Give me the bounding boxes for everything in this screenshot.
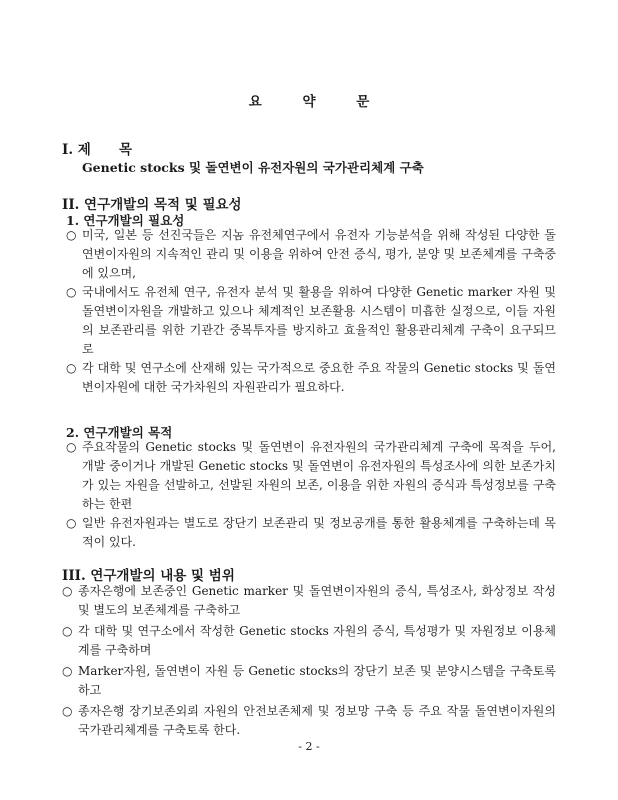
list-item (62, 622, 556, 660)
bullet-text: 일반 유전자원과는 별도로 장단기 보존관리 및 정보공개를 통한 활용체계를 구축하는데 목적이 있다. (82, 516, 556, 549)
bullet-text: 주요작물의 Genetic stocks 및 돌연변이 유전자원의 국가관리체계 구축에 목적을 두어, 개발 중이거나 개발된 Genetic stocks 및 돌연변이 유전자원의 특성조사에 의한 보존가치가 있는 자원을 선발하고, 선발된 자원의 보존, 이용을 위한 자원의 증식과 특성정보를 구축하는 한편 (82, 440, 556, 511)
research-subject: Genetic stocks 및 돌연변이 유전자원의 국가관리체계 구축 (82, 160, 424, 175)
page-number: - 2 - (298, 740, 320, 753)
section2-heading: II. 연구개발의 목적 및 필요성 (62, 197, 242, 213)
list-item (62, 702, 556, 740)
bullet-mark: ○ (62, 624, 73, 638)
bullet-mark: ○ (66, 440, 77, 454)
list-item (62, 582, 556, 620)
bullet-text: 각 대학 및 연구소에 산재해 있는 국가적으로 중요한 주요 작물의 Genetic stocks 및 돌연변이자원에 대한 국가차원의 자원관리가 필요하다. (82, 361, 556, 394)
bullet-text: 각 대학 및 연구소에서 작성한 Genetic stocks 자원의 증식, 특성평가 및 자원정보 이용체계를 구축하며 (78, 624, 556, 657)
bullet-mark: ○ (62, 704, 73, 718)
bullet-text: 종자은행에 보존중인 Genetic marker 및 돌연변이자원의 증식, 특성조사, 화상정보 작성 및 별도의 보존체계를 구축하고 (78, 584, 556, 617)
list-item (62, 662, 556, 700)
list-item (66, 514, 556, 552)
bullet-text: 종자은행 장기보존외뢰 자원의 안전보존체제 및 정보망 구축 등 주요 작물 돌연변이자원의 국가관리체계를 구축토록 한다. (78, 704, 556, 737)
bullet-mark: ○ (66, 285, 77, 299)
bullet-text: 국내에서도 유전체 연구, 유전자 분석 및 활용을 위하여 다양한 Genetic marker 자원 및 돌연변이자원을 개발하고 있으나 체계적인 보존활용 시스템이 미흡한 실정으로, 이들 자원의 보존관리를 위한 기관간 중복투자를 방지하고 효율적인 활용관리체계 구축이 요구되므로 (82, 285, 556, 356)
bullet-mark: ○ (66, 361, 77, 375)
bullet-mark: ○ (66, 516, 77, 530)
bullet-mark: ○ (62, 584, 73, 598)
bullet-mark: ○ (62, 664, 73, 678)
list-item (66, 438, 556, 514)
list-item (66, 226, 556, 283)
bullet-mark: ○ (66, 228, 77, 242)
section3-heading: III. 연구개발의 내용 및 범위 (62, 568, 235, 584)
summary-title: 요 약 문 (248, 94, 388, 110)
bullet-text: Marker자원, 돌연변이 자원 등 Genetic stocks의 장단기 보존 및 분양시스템을 구축토록 하고 (78, 664, 556, 697)
bullet-text: 미국, 일본 등 선진국들은 지놈 유전체연구에서 유전자 기능분석을 위해 작성된 다양한 돌연변이자원의 지속적인 관리 및 이용을 위하여 안전 증식, 평가, 분양 및 보존체계를 구축중에 있으며, (82, 228, 556, 280)
section2-sub1-heading: 1. 연구개발의 필요성 (66, 213, 185, 228)
list-item (66, 283, 556, 359)
section2-sub2-heading: 2. 연구개발의 목적 (66, 425, 173, 440)
list-item (66, 359, 556, 397)
section1-heading: I. 제 목 (62, 142, 132, 158)
